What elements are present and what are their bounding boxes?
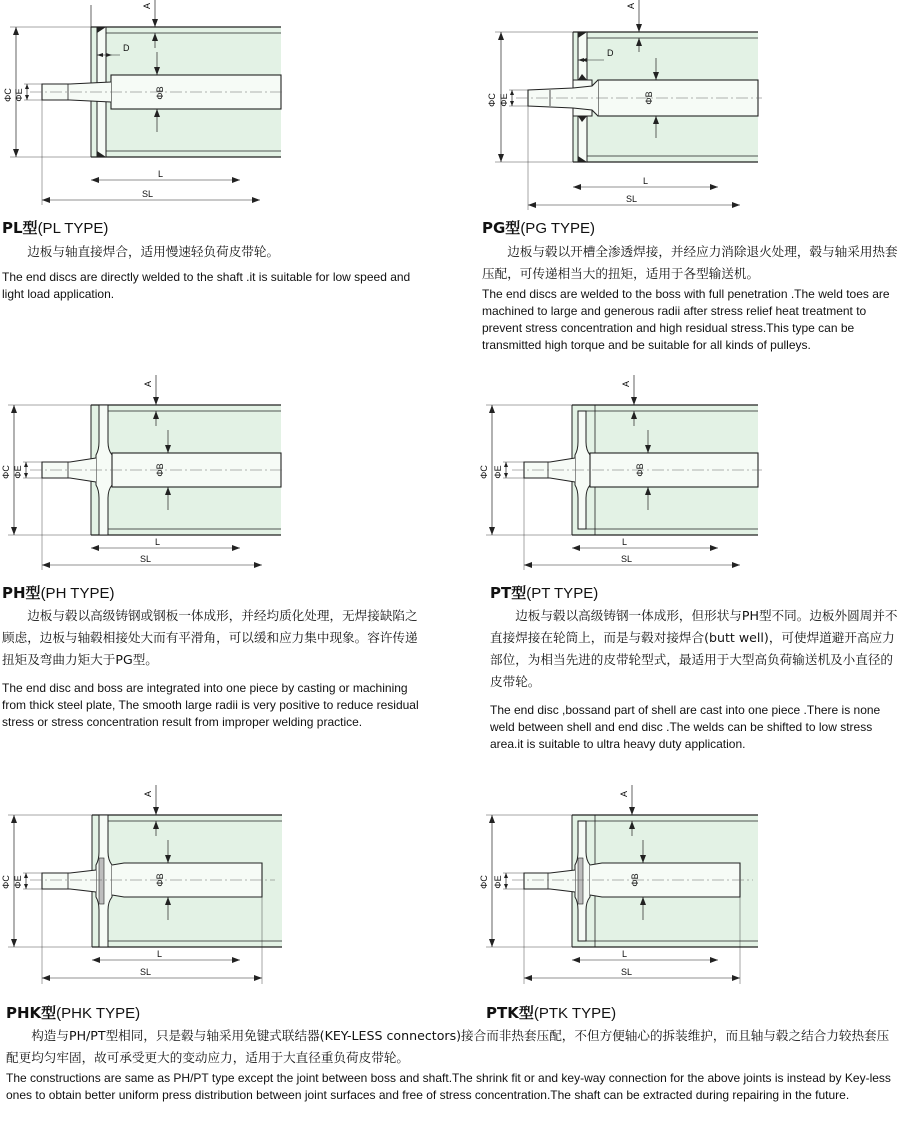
label-phi-c: ΦC: [1, 875, 11, 889]
desc-pg-en: The end discs are welded to the boss with full penetration .The weld toes are machined to large and generous radii after stress relief heat treatment to prevent stress concentration and high residual stress.This type can be transmitted high torque and be suitable for all kinds of pulleys.: [482, 287, 890, 352]
label-phi-e: ΦE: [13, 465, 23, 479]
arrow: [232, 545, 240, 551]
diagram-pl: [0, 0, 300, 210]
label-sl: SL: [140, 967, 152, 977]
arrow: [11, 527, 17, 535]
label-phi-b: ΦB: [155, 463, 165, 477]
arrow: [504, 462, 508, 467]
arrow: [42, 562, 50, 568]
label-d: D: [607, 48, 614, 58]
arrow: [254, 562, 262, 568]
label-l: L: [158, 169, 164, 179]
arrow: [504, 873, 508, 878]
diagram-phk-svg: [0, 780, 300, 990]
label-sl: SL: [142, 189, 154, 199]
arrow: [629, 807, 635, 815]
title-pt: [490, 582, 598, 603]
title-phk: [6, 1002, 140, 1023]
label-phi-e: ΦE: [499, 93, 509, 107]
title-pg-en: (PG TYPE): [520, 220, 596, 237]
desc-pt-en: The end disc ,bossand part of shell are cast into one piece .There is none weld between shell and end disc .The welds can be shifted to low stress area.it is suitable to ultra heavy duty application.: [490, 703, 881, 751]
title-ptk: [486, 1002, 616, 1023]
desc-ph-zh: 边板与毂以高级铸钢或钢板一体成形，并经均质化处理，无焊接缺陷之顾虑，边板与轴毂相接处大而有平滑角，可以缓和应力集中现象。容许传递扭矩及弯曲力矩大于PG型。: [2, 608, 418, 667]
arrow: [524, 975, 532, 981]
title-ph: [2, 582, 114, 603]
arrow: [11, 815, 17, 823]
arrow: [489, 527, 495, 535]
label-phi-e: ΦE: [13, 875, 23, 889]
arrow: [91, 545, 99, 551]
shaft-journal: [524, 870, 575, 892]
diagram-phk: [0, 780, 300, 990]
title-pg-zh: PG型: [482, 219, 521, 237]
label-l: L: [157, 949, 163, 959]
arrow: [152, 19, 158, 27]
label-phi-c: ΦC: [479, 465, 489, 479]
arrow: [254, 975, 262, 981]
arrow: [732, 562, 740, 568]
label-a: A: [143, 790, 153, 798]
title-ptk-zh: PTK型: [486, 1004, 534, 1022]
diagram-pg: [478, 0, 778, 210]
label-phi-c: ΦC: [479, 875, 489, 889]
arrow: [510, 101, 514, 106]
arrow: [572, 957, 580, 963]
arrow: [489, 815, 495, 823]
label-phi-e: ΦE: [493, 875, 503, 889]
arrow: [489, 405, 495, 413]
label-phi-c: ΦC: [3, 88, 13, 102]
label-l: L: [622, 537, 628, 547]
arrow: [504, 473, 508, 478]
arrow: [528, 202, 536, 208]
label-phi-e: ΦE: [14, 88, 24, 102]
keyless-connector: [99, 858, 104, 904]
desc-keyless-zh: 构造与PH/PT型相同，只是毂与轴采用免键式联结器(KEY-LESS connectors)接合而非热套压配，不但方便轴心的拆装维护，而且轴与毂之结合力较热套压配更均匀牢固，故可承受更大的变动应力，适用于大直径重负荷皮带轮。: [6, 1028, 890, 1065]
arrow: [504, 884, 508, 889]
label-sl: SL: [621, 554, 633, 564]
arrow: [498, 32, 504, 40]
arrow: [232, 177, 240, 183]
label-l: L: [622, 949, 628, 959]
desc-pt-zh: 边板与毂以高级铸钢一体成形，但形状与PH型不同。边板外圆周并不直接焊接在轮筒上，而是与毂对接焊合(butt well)，可使焊道避开高应力部位，为相当先进的皮带轮型式，最适用于大型高负荷输送机及小直径的皮带轮。: [490, 608, 898, 689]
arrow: [153, 807, 159, 815]
label-phi-b: ΦB: [630, 873, 640, 887]
arrow: [498, 154, 504, 162]
title-pt-zh: PT型: [490, 584, 527, 602]
arrow: [24, 884, 28, 889]
arrow: [732, 975, 740, 981]
label-l: L: [155, 537, 161, 547]
label-l: L: [643, 176, 649, 186]
label-phi-b: ΦB: [155, 86, 165, 100]
label-phi-e: ΦE: [493, 465, 503, 479]
desc-pg-zh: 边板与毂以开槽全渗透焊接，并经应力消除退火处理，毂与轴采用热套压配，可传递相当大的扭矩，适用于各型输送机。: [482, 244, 898, 281]
desc-pl-zh: 边板与轴直接焊合，适用慢速轻负荷皮带轮。: [27, 244, 280, 259]
diagram-pl-svg: [0, 0, 300, 210]
arrow: [24, 462, 28, 467]
title-ph-zh: PH型: [2, 584, 41, 602]
arrow: [11, 939, 17, 947]
arrow: [25, 84, 29, 89]
arrow: [732, 202, 740, 208]
label-phi-c: ΦC: [1, 465, 11, 479]
arrow: [573, 184, 581, 190]
arrow: [710, 957, 718, 963]
arrow: [489, 939, 495, 947]
label-a: A: [143, 380, 153, 388]
label-sl: SL: [621, 967, 633, 977]
arrow: [24, 473, 28, 478]
arrow: [252, 197, 260, 203]
label-d: D: [123, 43, 130, 53]
title-phk-en: (PHK TYPE): [56, 1005, 141, 1022]
arrow: [636, 24, 642, 32]
diagram-pt-svg: [478, 370, 778, 575]
arrow: [13, 27, 19, 35]
label-phi-b: ΦB: [635, 463, 645, 477]
label-phi-b: ΦB: [644, 91, 654, 105]
keyless-connector: [578, 858, 583, 904]
arrow: [710, 184, 718, 190]
diagram-ptk-svg: [478, 780, 778, 990]
title-pl-zh: PL型: [2, 219, 38, 237]
label-phi-b: ΦB: [155, 873, 165, 887]
title-pg: [482, 217, 595, 238]
title-pl-en: (PL TYPE): [37, 220, 109, 237]
label-a: A: [619, 790, 629, 798]
diagram-ph-svg: [0, 370, 300, 575]
diagram-pt: [478, 370, 778, 575]
arrow: [631, 397, 637, 405]
label-sl: SL: [140, 554, 152, 564]
title-pl: [2, 217, 108, 238]
diagram-ph: [0, 370, 300, 575]
desc-pl-en: The end discs are directly welded to the shaft .it is suitable for low speed and light load application.: [2, 270, 411, 301]
arrow: [232, 957, 240, 963]
diagram-pg-svg: [478, 0, 778, 210]
title-ptk-en: (PTK TYPE): [533, 1005, 617, 1022]
label-a: A: [626, 2, 636, 10]
arrow: [572, 545, 580, 551]
title-pt-en: (PT TYPE): [526, 585, 599, 602]
arrow: [24, 873, 28, 878]
title-phk-zh: PHK型: [6, 1004, 57, 1022]
arrow: [153, 397, 159, 405]
arrow: [25, 95, 29, 100]
arrow: [11, 405, 17, 413]
arrow: [710, 545, 718, 551]
desc-ph-en: The end disc and boss are integrated into one piece by casting or machining from thick steel plate, The smooth large radii is very positive to reduce residual stress or stress concentration result from improper welding practice.: [2, 681, 419, 729]
arrow: [92, 957, 100, 963]
label-a: A: [621, 380, 631, 388]
diagram-ptk: [478, 780, 778, 990]
arrow: [42, 975, 50, 981]
arrow: [42, 197, 50, 203]
desc-keyless-en: The constructions are same as PH/PT type except the joint between boss and shaft.The shrink fit or and key-way connection for the above joints is instead by Key-less ones to obtain better uniform press distribution between joint surfaces and free of stress concentration.The shaft can be extracted during repairing in the future.: [6, 1071, 891, 1102]
label-a: A: [142, 2, 152, 10]
title-ph-en: (PH TYPE): [40, 585, 115, 602]
arrow: [510, 90, 514, 95]
arrow: [524, 562, 532, 568]
arrow: [13, 149, 19, 157]
label-phi-c: ΦC: [487, 93, 497, 107]
arrow: [91, 177, 99, 183]
shaft-journal: [42, 870, 96, 892]
label-sl: SL: [626, 194, 638, 204]
